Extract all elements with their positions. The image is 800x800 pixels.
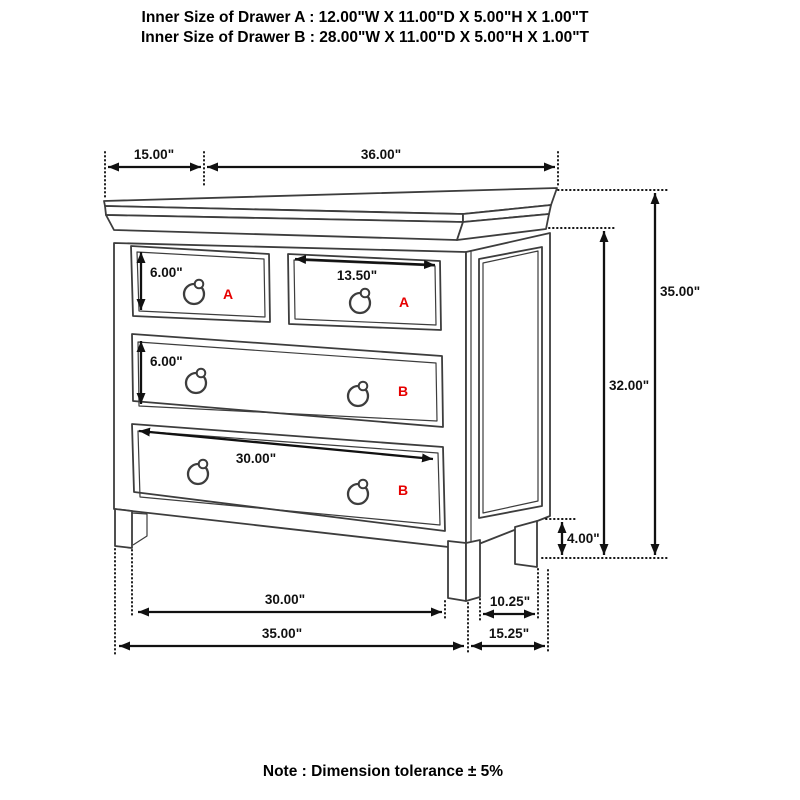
cabinet-body [114,233,550,549]
dim-leg-height-label: 4.00" [567,531,600,546]
dim-top-depth-label: 15.00" [133,147,175,162]
drawer-letter-b1: B [397,383,409,399]
dim-front-leg-span-label: 30.00" [264,592,306,607]
chest-line-art [104,188,557,601]
front-left-leg [115,509,147,548]
rear-right-leg [515,521,537,567]
drawer-letter-b2: B [397,482,409,498]
drawer-letter-a2: A [398,294,410,310]
header-line-drawer-b: Inner Size of Drawer B : 28.00"W X 11.00"D X 5.00"H X 1.00"T [140,29,590,46]
tolerance-note: Note : Dimension tolerance ± 5% [262,763,504,780]
dim-drawer-b-width-label: 30.00" [235,451,277,466]
dim-drawer-b-height-label: 6.00" [150,354,183,369]
dim-side-leg-span-label: 10.25" [489,594,531,609]
dim-top-width-label: 36.00" [360,147,402,162]
drawer-letter-a1: A [222,286,234,302]
front-right-leg [448,540,480,601]
header-line-drawer-a: Inner Size of Drawer A : 12.00"W X 11.00"D X 5.00"H X 1.00"T [141,9,589,26]
dim-body-height-label: 32.00" [609,378,650,393]
dim-base-width-label: 35.00" [261,626,303,641]
dim-base-depth-label: 15.25" [488,626,530,641]
dim-overall-height-label: 35.00" [660,284,701,299]
dim-drawer-a-height-label: 6.00" [150,265,183,280]
dim-drawer-a-width-label: 13.50" [336,268,378,283]
